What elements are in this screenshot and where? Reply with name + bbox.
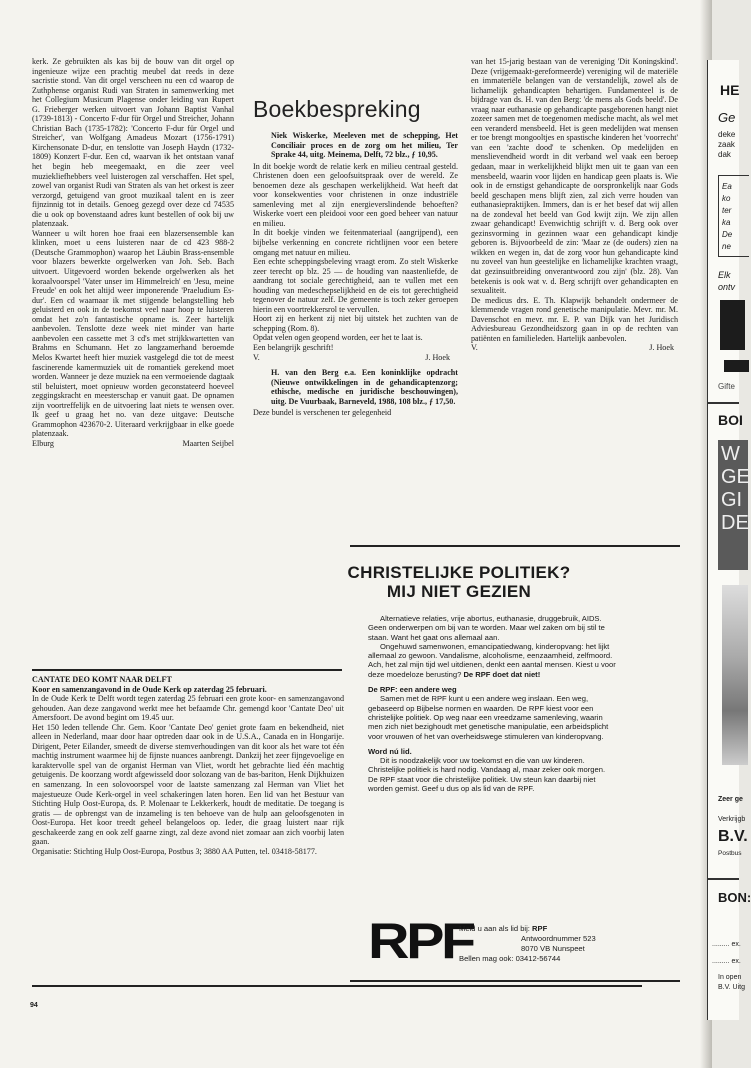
book-header: Niek Wiskerke, Meeleven met de schepping, Het Conciliair proces en de zorg om het milieu, Ter Sprake 44, uitg. Meinema, Delft, 72 blz., ƒ 10,95.	[271, 131, 458, 160]
article-paragraph: Het 150 leden tellende Chr. Gem. Koor 'Cantate Deo' geniet grote faam en bekendheid, niet alleen in Nederland, maar door haar optreden daar ook in de U.S.A., Canada en in Hongarije. Dirigent, Peter Eilander, smeedt de diverse stemverhoudingen van dit koor als het ware tot één machtig instrument waarmee hij de fijnste nuances aanbrengt. Dankzij het zeer fijngevoelige en karaktervolle spel van de organist Herman van Vliet, wordt het gebrachte lied één machtig getuigenis. De koorzang wordt afgewisseld door solozang van de bas-bariton, Henk Dijkhuizen en samenzang. In een solovoorspel voor de laatste samenzang zal Herman van Vliet het majestueuze Oude Kerk-orgel in veel schakeringen laten horen. Een lid van het Bestuur van Stichting Hulp Oost-Europa, ds. P. Molenaar te Lekkerkerk, houdt de meditatie. De toegang is gratis — de opbrengst van de inzameling is ten behoeve van de hulp aan geloofsgenoten in Oost-Europa. Het koor treedt geheel belangeloos op. Ieder, die graag luistert naar rijk geschakeerde zang en ook zelf gaarne zingt, zal deze avond niet zomaar aan zich voorbij laten gaan.	[32, 722, 344, 847]
rpf-logo: RPF	[368, 913, 473, 969]
strip-text: deke	[718, 130, 736, 139]
advert-body	[368, 614, 616, 793]
page-number: 94	[30, 1002, 38, 1009]
article-title: CANTATE DEO KOMT NAAR DELFT	[32, 675, 172, 684]
strip-photo	[722, 585, 748, 765]
contact-line: Bellen mag ook: 03412-56744	[459, 954, 561, 963]
book-signature	[253, 353, 458, 363]
advert-bottom-rule	[350, 980, 680, 982]
review-paragraph: Wanneer u wilt horen hoe fraai een blazersensemble kan klinken, moet u eens luisteren naar de cd 423 988-2 (Deutsche Grammophon) waarop het Läubin Brass-ensemble voor blazers bewerkte orgelwerken van Joh. Seb. Bach uitvoert. Uitgevoerd worden bekende orgelwerken als het koraalvoorspel 'Vater unser im Himmelreich' en 'Jesu, meine Freude' en ook het altijd weer imponerende 'Praeludium Es-dur'. Een cd waarnaar ik met stijgende belangstelling heb geluisterd en ook in de toekomst veel naar hoop te luisteren omdat het zo'n fantastische opname is. Zeer hartelijk aanbevolen. Tenslotte deze week niet minder van harte aanbevolen een cassette met 3 cd's met strijkkwartetten van Brahms en Schumann. Het zo langzamerhand beroemde Melos Kwartet heeft hier muziek vastgelegd die tot de meest fascinerende kamermuziek uit de romantiek gerekend moet worden. Wanneer je deze muziek na een vermoeiende dagtaak stil beluistert, moet opnieuw worden geconstateerd hoeveel zeggingskracht en meesterschap er vanuit gaat. De opnamen zijn voortreffelijk en de uitvoering laat niets te wensen over. Ik geef u graag het no. van deze uitgave: Deutsche Grammophon 423670-2. Uiteraard verkrijgbaar in elke goede platenzaak.	[32, 228, 234, 439]
signature-initial: V.	[253, 352, 260, 362]
advert-paragraph	[368, 642, 616, 679]
strip-text: De	[722, 230, 733, 239]
advert-subheading: De RPF: een andere weg	[368, 685, 457, 695]
contact-line: Antwoordnummer 523	[521, 934, 596, 943]
strip-text: ne	[722, 242, 731, 251]
strip-text: Ge	[718, 110, 736, 125]
advert-top-rule	[350, 545, 680, 547]
strip-text: Postbus	[718, 850, 742, 857]
strip-text: ......... ex.	[712, 941, 741, 948]
article-subtitle: Koor en samenzangavond in de Oude Kerk op zaterdag 25 februari.	[32, 684, 267, 694]
strip-text: dak	[718, 150, 731, 159]
contact-label: Meld u aan als lid bij:	[459, 924, 530, 933]
strip-text: B.V.	[718, 828, 748, 845]
article-paragraph: In de Oude Kerk te Delft wordt tegen zaterdag 25 februari een grote koor- en samenzangavond gehouden. Aan deze zangavond werkt mee het befaamde Chr. gemengd koor 'Cantate Deo' uit Amersfoort. De avond begint om 19.45 uur.	[32, 694, 344, 723]
signature-author: Maarten Seijbel	[182, 438, 234, 448]
review-signature	[32, 439, 234, 449]
advert-title-line: CHRISTELIJKE POLITIEK?	[347, 563, 571, 582]
strip-text: GI	[721, 489, 743, 511]
advert-paragraph: Samen met de RPF kunt u een andere weg inslaan. Een weg, gebaseerd op Bijbelse normen en waarden. De RPF kiest voor een christelijke politiek. Op weg naar een vreedzame samenleving, waarin men zich niet bezighoudt met genetische manipulatie, een arbeidsplicht voor vrouwen of het van overheidswege stimuleren van kinderopvang.	[368, 694, 609, 741]
advert-title	[300, 563, 618, 601]
advert-paragraph-text: Ongehuwd samenwonen, emancipatiedwang, kinderopvang: het lijkt allemaal zo gewoon. Vandalisme, alcoholisme, eenzaamheid, zelfmoord. Ach, het zal mijn tijd wel uitdienen, denkt een aantal mensen. Kiest u voor deze moedeloze berusting?	[368, 641, 616, 679]
strip-text: zaak	[718, 140, 735, 149]
book-review-column	[253, 131, 458, 418]
advert-subheading: Word nú lid.	[368, 746, 412, 756]
cantate-article	[32, 675, 344, 856]
book-paragraph: In dit boekje wordt de relatie kerk en milieu centraal gesteld. Christenen doen een geloofsuitspraak over de wereld. Ze benoemen deze als geschapen werkelijkheid. Wat heeft dat voor konsekwenties voor christenen in onze industriële samenleving met al zijn energieverslindende behoeften? Wiskerke voert een pleidooi voor een goed beheer van natuur en milieu.	[253, 161, 458, 228]
review-paragraph: kerk. Ze gebruikten als kas bij de bouw van dit orgel op ingenieuze wijze een prachtig meubel dat reeds in deze sacristie stond. Van dit orgel verscheen nu een cd waarop de Zuthphense organist Rudi van Straten in samenwerking met het Collegium Musicum Plagense onder leiding van Rupert G. Frieberger werken uitvoert van Johann Baptist Vanhal (1739-1813) - Concerto F-dur für Orgel und Streicher, Johann Christian Bach (1735-1782): 'Concerto F-dur für Orgel und Streicher', van Wolfgang Amadeus Mozart (1756-1791) Kirchensonate D-dur, en tenslotte van Joseph Haydn (1732-1809) Konzert F-dur. Een cd, waarvan ik het ontstaan vanaf het begin heb meegemaakt, en die zeer veel muziekliefhebbers veel luisterogen zal verschaffen. Het spel, zowel van organist Rudi van Straten als van het orkest is zeer verzorgd, getuigend van groot muzikaal talent en is zeer fijnzinnig tot in details. Genoeg gezegd over deze cd 74535 die u ook op bovenstaand adres kunt bestellen of ook bij uw platenzaak.	[32, 57, 234, 229]
strip-text: BOI	[718, 412, 743, 428]
strip-text: HE	[720, 82, 740, 98]
adjacent-page-strip	[707, 60, 751, 1020]
advert-title-line: MIJ NIET GEZIEN	[386, 582, 532, 601]
contact-line: 8070 VB Nunspeet	[521, 944, 585, 953]
book-paragraph: Een belangrijk geschrift!	[253, 343, 334, 353]
signature-place: Elburg	[32, 438, 54, 448]
book-paragraph: Hoort zij en herkent zij niet bij uitstek het zuchten van de schepping (Rom. 8).	[253, 314, 458, 333]
strip-text: Elk	[718, 270, 731, 280]
strip-black-block	[724, 360, 749, 372]
strip-text: Zeer ge	[718, 796, 743, 803]
section-divider	[32, 669, 342, 671]
strip-text: In open	[718, 974, 742, 981]
strip-text: ko	[722, 194, 731, 203]
book-paragraph: In dit boekje vinden we feitenmateriaal (aangrijpend), een bijbelse verkenning en concrete richtlijnen voor een betere omgang met natuur en milieu.	[253, 228, 458, 257]
strip-rule	[708, 402, 739, 404]
advert-paragraph: Dit is noodzakelijk voor uw toekomst en die van uw kinderen. Christelijke politiek is hard nodig. Vandaag al, maar zeker ook morgen. De RPF staat voor die christelijke politiek. Uw steun kan daarbij niet worden gemist. Geef u dus op als lid van de RPF.	[368, 756, 606, 794]
book-paragraph: Opdat velen ogen geopend worden, eer het te laat is.	[253, 333, 423, 343]
advert-emphasis: De RPF doet dat niet!	[463, 669, 541, 679]
strip-text: GE	[721, 466, 750, 488]
strip-text: W	[721, 443, 740, 465]
strip-text: B.V. Uitg	[718, 984, 745, 991]
strip-rule	[708, 878, 739, 880]
book-header: H. van den Berg e.a. Een koninklijke opdracht (Nieuwe ontwikkelingen in de gehandicaptenzorg; ethische, medische en juridische beschouwingen), uitg. De Vuurbaak, Barneveld, 1988, 108 blz., ƒ 17,50.	[271, 368, 458, 406]
strip-text: ontv	[718, 282, 736, 292]
book-paragraph: Een echte scheppingsbeleving vraagt erom. Zo stelt Wiskerke zeer terecht op blz. 25 — de houding van naastenliefde, de aandrang tot sociale gerechtigheid, aan te vullen met een houding van medeschepselijkheid en de eis tot gerechtigheid tegenover de natuur zelf. De gemeente is toch zeker geroepen hierin een voortrekkersrol te vervullen.	[253, 257, 458, 314]
bottom-rule	[32, 985, 642, 987]
strip-text: ter	[722, 206, 732, 215]
book-signature	[471, 343, 678, 353]
book-review-continued	[471, 57, 678, 353]
advert-paragraph: Alternatieve relaties, vrije abortus, euthanasie, druggebruik, AIDS. Geen onderwerpen om bij van te worden. Maar wel zaken om bij stil te staan. Want het gaat ons allemaal aan.	[368, 614, 605, 642]
article-paragraph: Organisatie: Stichting Hulp Oost-Europa, Postbus 3; 3880 AA Putten, tel. 03418-58177.	[32, 846, 317, 856]
contact-org: RPF	[532, 924, 548, 933]
strip-text: BON:	[718, 890, 751, 905]
book-paragraph: van het 15-jarig bestaan van de vereniging 'Dit Koningskind'. Deze (vrijgemaakt-gereformeerde) vereniging wil de materiële en immateriële belangen van de verstandelijk, zowel als de lichamelijk gehandicapten behartigen. Fundamenteel is de bijdrage van ds. H. van den Berg: 'de mens als Gods beeld'. De vraag naar euthanasie op gehandicapte pasgeborenen hangt niet zozeer samen met de toegenomen medische macht, als wel met een veranderd mensbeeld. Het is geen medelijden wat mensen er toe brengt mongooltjes en spastische kinderen het 'voorrecht' van een 'zachte dood' te schenken. Op medelijden en menslievendheid wordt in dit verband wel vaak een beroep gedaan, maar in werkelijkheid blijkt men uit te gaan van een mensbeeld, waarin voor lijden en handicap geen plaats is. Wie ook in de ernstigst gehandicapte de oorspronkelijk naar Gods beeld geschapen mens blijft zien, zal zich verre houden van euthanasiepraktijken. Immers, dan is er het besef dat wij allen na de zondeval het beeld van God kwijt zijn. We zijn allen zwaar gehandicapt! Evenwichtig schrijft v. d. Berg ook over gezinsvorming in gezinnen waar een gehandicapt kindje geboren is. Bijvoorbeeld de zin: 'Maar ze (de ouders) zien na wikken en wegen in, dat de zorg voor hun gehandicapte kind nu zoveel van hun geestelijke en lichamelijke krachten vraagt, dat gezinsuitbreiding onverantwoord zou zijn' (blz. 28). Van betekenis is ook wat v. d. Berg schrijft over gehandicapten en sexualiteit.	[471, 57, 678, 296]
strip-black-block	[720, 300, 745, 350]
strip-text: ......... ex.	[712, 958, 741, 965]
book-paragraph: De medicus drs. E. Th. Klapwijk behandelt ondermeer de klemmende vragen rond genetische manipulatie. Mevr. mr. M. Davenschot en mevr. mr. E. P. van Dijk van het Juridisch Adviesbureau Gezondheidszorg gaan in op de rechten van patiënten en familieleden. Hartelijk aanbevolen.	[471, 295, 678, 343]
strip-text: Verkrijgb	[718, 816, 746, 823]
advert-contact	[459, 924, 596, 964]
strip-text: DE	[721, 512, 749, 534]
strip-text: Gifte	[718, 382, 735, 391]
contact-line	[459, 924, 596, 934]
signature-initial: V.	[471, 343, 478, 353]
section-heading: Boekbespreking	[253, 96, 421, 122]
strip-text: Ea	[722, 182, 732, 191]
signature-author: J. Hoek	[425, 352, 450, 362]
signature-author: J. Hoek	[649, 343, 674, 353]
book-paragraph: Deze bundel is verschenen ter gelegenheid	[253, 408, 392, 418]
strip-text: ka	[722, 218, 731, 227]
record-review-column	[32, 57, 234, 448]
